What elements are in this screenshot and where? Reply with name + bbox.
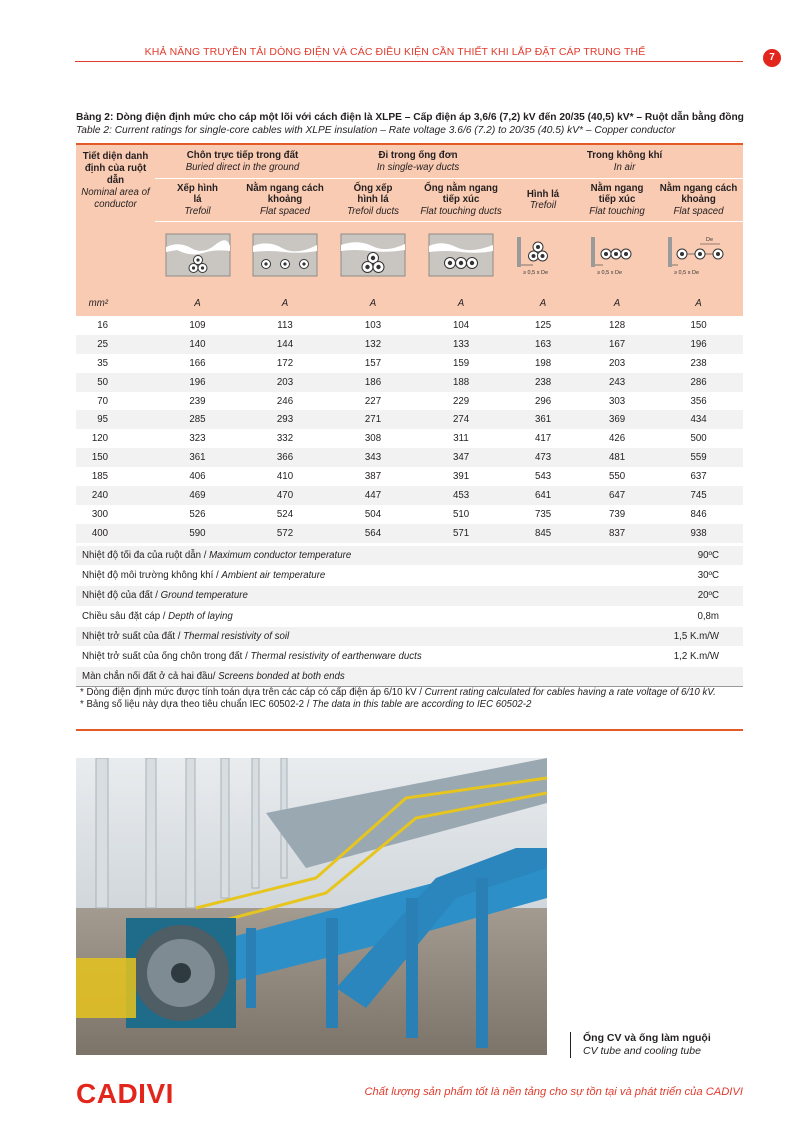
diagram-flat-touching-ducts	[416, 222, 506, 291]
table-row	[76, 335, 743, 354]
current-cell: 196	[654, 335, 743, 354]
current-cell: 481	[580, 448, 654, 467]
current-cell: 526	[189, 508, 206, 520]
current-cell: 453	[416, 486, 506, 505]
unit-current: A	[580, 290, 654, 316]
condition-row	[76, 646, 743, 666]
col-header-air-trefoil: Hình lá Trefoil	[506, 179, 580, 222]
condition-label-en: Screens bonded at both ends	[218, 671, 345, 683]
area-cell: 150	[76, 448, 155, 467]
current-cell: 845	[506, 524, 580, 543]
current-cell: 543	[534, 471, 552, 483]
table-row	[76, 505, 743, 524]
current-cell: 243	[580, 373, 654, 392]
condition-label-vi: Nhiệt độ môi trường không khí /	[82, 570, 222, 582]
current-cell: 150	[690, 319, 707, 331]
diagram-buried-flat	[240, 222, 330, 291]
unit-current: A	[506, 290, 580, 316]
condition-label	[76, 667, 616, 687]
area-cell: 35	[97, 357, 108, 369]
condition-label-vi: Màn chắn nối đất ở cả hai đầu/	[82, 671, 219, 683]
current-cell: 125	[534, 319, 552, 331]
current-cell: 308	[364, 433, 382, 445]
condition-label	[76, 646, 616, 666]
current-cell: 938	[654, 524, 743, 543]
flat-touching-ducts-icon	[428, 233, 494, 277]
current-cell: 510	[452, 508, 470, 520]
condition-row	[76, 566, 743, 586]
de-label: De	[705, 236, 713, 243]
current-cell: 417	[534, 433, 552, 445]
note-1: * Dòng điện định mức được tính toán dựa trên các cáp có cấp điện áp 6/10 kV / Current rating calculated for cables having a rate voltage of 6/10 kV.	[80, 687, 716, 698]
current-cell: 144	[240, 335, 330, 354]
col-header-flat-spaced: Nằm ngang cách khoảng Flat spaced	[240, 179, 330, 222]
current-cell: 434	[654, 410, 743, 429]
current-cell: 128	[608, 319, 626, 331]
current-cell: 590	[155, 524, 240, 543]
current-cell: 311	[453, 433, 469, 445]
current-cell: 293	[240, 410, 330, 429]
current-cell: 366	[240, 448, 330, 467]
current-cell: 406	[189, 471, 206, 483]
current-cell: 203	[608, 357, 626, 369]
condition-value: 30ºC	[616, 566, 743, 586]
current-cell: 203	[240, 373, 330, 392]
table-row	[76, 524, 743, 543]
current-cell: 447	[330, 486, 416, 505]
unit-current: A	[155, 290, 240, 316]
current-cell: 369	[580, 410, 654, 429]
condition-row	[76, 586, 743, 606]
current-cell: 332	[276, 433, 294, 445]
condition-label-en: Maximum conductor temperature	[209, 550, 352, 562]
current-cell: 410	[276, 471, 294, 483]
condition-label-vi: Nhiệt độ của đất /	[82, 590, 161, 602]
table-caption-vi: Bảng 2: Dòng điện định mức cho cáp một lõi với cách điện là XLPE – Cấp điện áp 3,6/6 (7,2) kV đến 20/35 (40,5) kV* – Ruột dẫn bằng đồng	[76, 112, 744, 123]
table-row	[76, 410, 743, 429]
area-cell: 120	[91, 433, 108, 445]
condition-label	[76, 586, 616, 606]
diagram-trefoil-ducts	[330, 222, 416, 291]
condition-label-en: Ground temperature	[160, 590, 248, 602]
current-cell: 426	[608, 433, 626, 445]
condition-label-vi: Nhiệt trở suất của đất /	[82, 630, 184, 642]
current-cell: 285	[155, 410, 240, 429]
area-cell: 25	[76, 335, 155, 354]
clearance-label: ≥ 0,5 x De	[523, 269, 549, 276]
current-cell: 132	[330, 335, 416, 354]
current-ratings-table	[76, 145, 743, 543]
current-cell: 571	[416, 524, 506, 543]
factory-photo	[76, 758, 547, 1055]
current-cell: 188	[416, 373, 506, 392]
current-cell: 387	[364, 471, 382, 483]
condition-label-vi: Chiều sâu đặt cáp /	[82, 610, 169, 622]
condition-label-en: Thermal resistivity of earthenware ducts	[250, 651, 422, 663]
area-cell: 400	[76, 524, 155, 543]
condition-label-en: Ambient air temperature	[221, 570, 326, 582]
col-header-air-flat-spaced: Nằm ngang cách khoảng Flat spaced	[654, 179, 743, 222]
current-cell: 470	[240, 486, 330, 505]
table-row	[76, 373, 743, 392]
diagram-air-trefoil	[506, 222, 580, 291]
buried-trefoil-icon	[165, 233, 231, 277]
area-cell: 240	[76, 486, 155, 505]
condition-value: 1,2 K.m/W	[616, 646, 743, 666]
table-row	[76, 467, 743, 486]
condition-label-vi: Nhiệt độ tối đa của ruột dẫn /	[82, 550, 210, 562]
current-cell: 167	[580, 335, 654, 354]
running-header: KHẢ NĂNG TRUYỀN TẢI DÒNG ĐIỆN VÀ CÁC ĐIỀU KIỆN CẦN THIẾT KHI LẮP ĐẶT CÁP TRUNG THẾ	[144, 46, 646, 58]
current-cell: 739	[608, 508, 626, 520]
current-cell: 361	[506, 410, 580, 429]
current-cell: 837	[580, 524, 654, 543]
current-cell: 109	[189, 319, 206, 331]
condition-label	[76, 626, 616, 646]
col-header-trefoil: Xếp hình lá Trefoil	[155, 179, 240, 222]
page-number: 7	[763, 49, 781, 67]
condition-row	[76, 667, 743, 687]
current-cell: 104	[452, 319, 470, 331]
footer-slogan: Chất lượng sản phẩm tốt là nền tảng cho sự tồn tại và phát triển của CADIVI	[364, 1086, 743, 1098]
current-cell: 647	[580, 486, 654, 505]
area-header-vi: Tiết diện danh định của ruột dẫn	[82, 151, 149, 186]
current-cell: 637	[690, 471, 707, 483]
current-cell: 238	[506, 373, 580, 392]
col-header-trefoil-ducts: Ống xếp hình lá Trefoil ducts	[330, 179, 416, 222]
current-cell: 163	[506, 335, 580, 354]
condition-label	[76, 546, 616, 566]
clearance-label: ≥ 0,5 x De	[673, 269, 699, 276]
condition-value	[616, 667, 743, 687]
condition-value: 1,5 K.m/W	[616, 626, 743, 646]
area-cell: 300	[91, 508, 108, 520]
current-cell: 361	[155, 448, 240, 467]
area-header-en: Nominal area of conductor	[81, 187, 150, 210]
condition-value: 0,8m	[616, 606, 743, 626]
table-row	[76, 392, 743, 411]
unit-current: A	[416, 290, 506, 316]
current-cell: 140	[155, 335, 240, 354]
condition-label-en: Thermal resistivity of soil	[183, 630, 290, 642]
note-2: * Bảng số liệu này dựa theo tiêu chuẩn IEC 60502-2 / The data in this table are according to IEC 60502-2	[80, 699, 532, 710]
current-cell: 157	[364, 357, 382, 369]
area-cell: 95	[76, 410, 155, 429]
area-cell: 50	[76, 373, 155, 392]
current-cell: 550	[608, 471, 626, 483]
photo-caption-en: CV tube and cooling tube	[583, 1045, 701, 1057]
condition-value: 90ºC	[616, 546, 743, 566]
current-cell: 745	[654, 486, 743, 505]
current-cell: 166	[189, 357, 206, 369]
current-cell: 303	[608, 395, 626, 407]
current-cell: 198	[534, 357, 552, 369]
photo-caption-vi: Ống CV và ống làm nguội	[583, 1032, 711, 1044]
current-cell: 504	[364, 508, 382, 520]
unit-current: A	[654, 290, 743, 316]
current-cell: 500	[690, 433, 707, 445]
header-rule	[75, 61, 743, 62]
current-cell: 133	[416, 335, 506, 354]
installation-conditions-table	[76, 545, 743, 687]
unit-area: mm²	[76, 290, 155, 316]
current-cell: 347	[416, 448, 506, 467]
cadivi-logo: CADIVI	[76, 1078, 174, 1109]
current-cell: 641	[506, 486, 580, 505]
table-row	[76, 354, 743, 373]
current-cell: 113	[277, 319, 293, 331]
photo-caption	[570, 1032, 711, 1058]
buried-flat-icon	[252, 233, 318, 277]
condition-label-vi: Nhiệt trở suất của ống chôn trong đất /	[82, 651, 251, 663]
current-cell: 343	[330, 448, 416, 467]
current-cell: 559	[654, 448, 743, 467]
diagram-air-flat-spaced	[654, 222, 743, 291]
table-caption-en: Table 2: Current ratings for single-core cables with XLPE insulation – Rate voltage 3.6/6 (7.2) to 20/35 (40.5) kV* – Copper conductor	[76, 125, 676, 136]
area-cell: 70	[97, 395, 108, 407]
table-row	[76, 316, 743, 335]
current-cell: 323	[189, 433, 206, 445]
current-cell: 473	[506, 448, 580, 467]
area-header	[76, 145, 155, 290]
current-cell: 356	[690, 395, 707, 407]
condition-label	[76, 606, 616, 626]
current-cell: 286	[654, 373, 743, 392]
condition-label-en: Depth of laying	[168, 610, 233, 622]
current-cell: 103	[364, 319, 382, 331]
unit-current: A	[240, 290, 330, 316]
current-cell: 846	[690, 508, 707, 520]
table-notes	[80, 687, 743, 711]
group-air: Trong không khí In air	[506, 145, 743, 179]
current-cell: 572	[240, 524, 330, 543]
current-cell: 196	[155, 373, 240, 392]
current-cell: 227	[364, 395, 382, 407]
table-row	[76, 429, 743, 448]
clearance-label: ≥ 0,5 x De	[597, 269, 623, 276]
current-cell: 296	[534, 395, 552, 407]
current-cell: 239	[189, 395, 206, 407]
trefoil-ducts-icon	[340, 233, 406, 277]
current-cell: 564	[330, 524, 416, 543]
current-cell: 469	[155, 486, 240, 505]
area-cell: 16	[97, 319, 108, 331]
current-cell: 229	[452, 395, 470, 407]
diagram-air-flat-touching	[580, 222, 654, 291]
diagram-buried-trefoil	[155, 222, 240, 291]
condition-value: 20ºC	[616, 586, 743, 606]
current-cell: 735	[534, 508, 552, 520]
current-cell: 271	[330, 410, 416, 429]
current-cell: 274	[416, 410, 506, 429]
unit-current: A	[330, 290, 416, 316]
current-cell: 246	[276, 395, 294, 407]
condition-row	[76, 546, 743, 566]
condition-row	[76, 626, 743, 646]
col-header-flat-touching: Nằm ngang tiếp xúc Flat touching	[580, 179, 654, 222]
condition-label	[76, 566, 616, 586]
current-cell: 186	[330, 373, 416, 392]
table-row	[76, 448, 743, 467]
group-buried: Chôn trực tiếp trong đất Buried direct in the ground	[155, 145, 330, 179]
table-bottom-rule	[76, 729, 743, 731]
area-cell: 185	[91, 471, 108, 483]
air-trefoil-icon	[513, 233, 573, 277]
table-row	[76, 486, 743, 505]
current-cell: 391	[452, 471, 470, 483]
air-flat-spaced-icon	[664, 233, 734, 277]
current-cell: 524	[276, 508, 294, 520]
group-ducts: Đi trong ống đơn In single-way ducts	[330, 145, 506, 179]
col-header-flat-touching-ducts: Ống nằm ngang tiếp xúc Flat touching ducts	[416, 179, 506, 222]
current-cell: 159	[452, 357, 470, 369]
current-cell: 172	[276, 357, 294, 369]
air-flat-touching-icon	[587, 233, 647, 277]
current-cell: 238	[690, 357, 707, 369]
condition-row	[76, 606, 743, 626]
